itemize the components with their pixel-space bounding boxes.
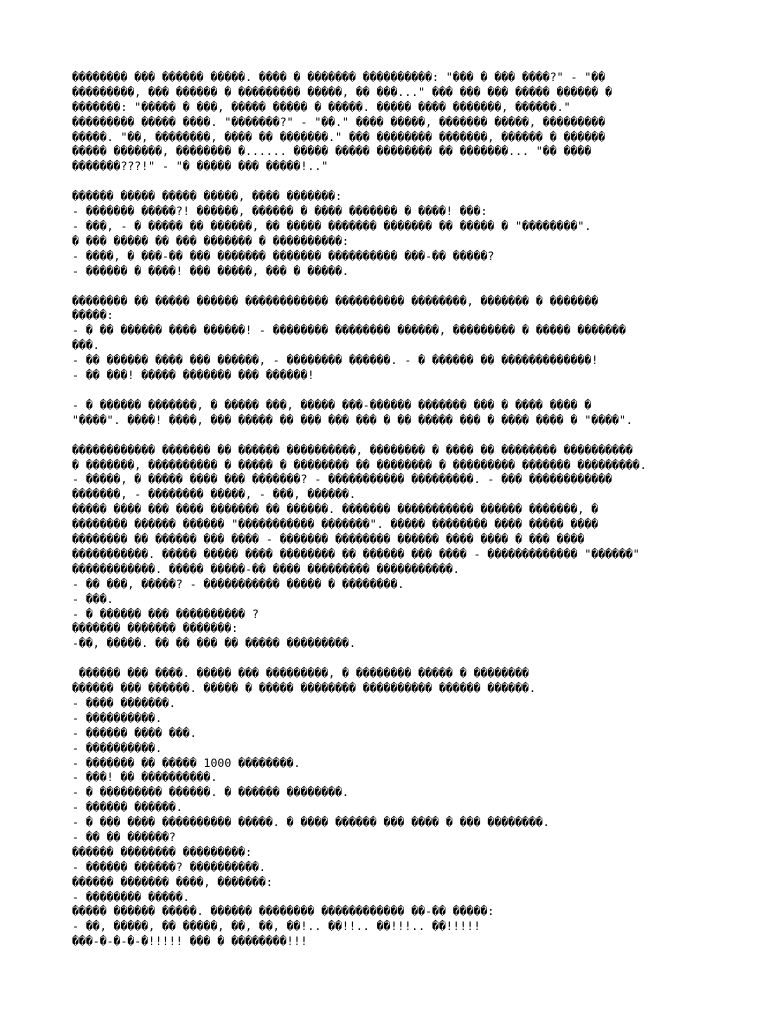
text-line: ������ ������� ����, �������:: [72, 874, 273, 889]
text-line: - ���� �������.: [72, 695, 176, 710]
text-line: - ����������.: [72, 710, 163, 725]
text-line: ������� ������� �������:: [72, 621, 239, 636]
text-line: ������������. ����� �����-�� ���� ��������� �����������.: [72, 561, 460, 576]
text-line: �������� �� ������ ��� ���� - ������� �������� ������ ���� ���� � ��� ����: [72, 532, 585, 547]
text-paragraph: [72, 443, 696, 651]
text-line: - ���.: [72, 591, 114, 606]
text-line: �����. "��, ��������, ���� �� �������." ��� �������� �������, ������ � ������: [72, 129, 606, 144]
text-line: - ������ ���� ���.: [72, 725, 197, 740]
text-line: ���-�-�-�-�!!!!! ��� � ��������!!!: [72, 934, 308, 949]
text-line: ������ ��� ������. ����� � ����� �������� ���������� ������ ������.: [72, 681, 536, 696]
text-paragraph: [72, 189, 696, 278]
text-line: - �� ���, �����? - ����������� ����� � ��������.: [72, 576, 405, 591]
text-line: - �� �� ������?: [72, 829, 176, 844]
text-line: - ������� �����?! ������, ������ � ���� ������� � ����! ���:: [72, 204, 488, 219]
text-line: - �� ������ ���� ��� ������, - �������� ������. - � ������ �� �������������!: [72, 353, 599, 368]
text-line: - ���! �� ����������.: [72, 770, 218, 785]
text-line: - �������� �����.: [72, 889, 190, 904]
text-line: ���������, ��� ������ � ��������� �����, �� ���..." ��� ��� ��� ����� ������ �: [72, 84, 613, 99]
text-line: - ������ ������.: [72, 800, 183, 815]
text-line: ����� ���� ��� ���� ������� �� ������. ������� ����������� ������ �������, �: [72, 502, 599, 517]
text-paragraph: [72, 666, 696, 949]
document-body: [72, 70, 696, 964]
text-line: �����������. ����� ����� ���� �������� �� ������ ��� ���� - ������������� "������": [72, 546, 640, 561]
text-paragraph: [72, 398, 696, 428]
text-line: � �������, ���������� � ����� � �������� �� �������� � ��������� ������� ���������.: [72, 457, 647, 472]
text-line: ���.: [72, 338, 100, 353]
text-line: � ��� ����� �� ��� ������� � ����������:: [72, 233, 349, 248]
text-line: �������� ��� ������ �����. ���� � ������� ����������: "��� � ��� ����?" - "��: [72, 70, 606, 84]
text-line: - ������� �� ����� 1000 ��������.: [72, 755, 301, 770]
text-line: �������� �� ����� ������ ������������ ���������� ��������, ������� � �������: [72, 293, 599, 308]
text-line: - �����, � ����� ���� ��� �������? - ����������� ���������. - ��� ������������: [72, 472, 613, 487]
text-line: �������, - �������� �����, - ���, ������.: [72, 487, 356, 502]
text-line: �������� ������ ������ "����������� �������". ����� �������� ���� ����� ����: [72, 517, 599, 532]
text-line: - ����, � ���-�� ��� ������� ������� ���������� ���-�� �����?: [72, 248, 495, 263]
text-line: - � �� ������ ���� ������! - �������� �������� ������, ��������� � ����� �������: [72, 323, 626, 338]
text-line: ������ �������� ���������:: [72, 844, 253, 859]
text-paragraph: [72, 294, 696, 383]
text-line: �������: "����� � ���, ����� ����� � �����. ����� ���� �������, ������.": [72, 99, 571, 114]
text-line: -��, �����. �� �� ��� �� ����� ���������.: [72, 636, 356, 651]
text-line: - � ��������� ������. � ������ ��������.: [72, 785, 349, 800]
text-line: �������???!" - "� ����� ��� �����!..": [72, 159, 329, 174]
text-line: - ������ � ����! ��� �����, ��� � �����.: [72, 263, 349, 278]
text-line: - ������ ������? ����������.: [72, 859, 266, 874]
text-line: ������ ��� ����. ����� ��� ���������, � �������� ����� � ��������: [72, 666, 529, 681]
text-line: - ��, �����, �� �����, ��, ��, ��!.. ��!!.. ��!!!.. ��!!!!!: [72, 919, 481, 934]
text-line: ������������ ������� �� ������ ����������, �������� � ���� �� �������� ����������: [72, 442, 633, 457]
text-line: ����� ������ �����. ������ �������� ������������ ��-�� �����:: [72, 904, 495, 919]
text-line: �����:: [72, 308, 114, 323]
text-line: ��������� ����� ����. "�������?" - "��." ���� �����, ������� �����, ���������: [72, 114, 606, 129]
text-line: - � ������ ��� ���������� ?: [72, 606, 259, 621]
text-line: - � ��� ���� ���������� �����. � ���� ������ ��� ���� � ��� ��������.: [72, 815, 550, 830]
text-line: - ���, - � ����� �� ������, �� ����� ������� ������� �� ����� � "��������".: [72, 219, 592, 234]
text-line: ������ ����� ����� �����, ���� �������:: [72, 189, 343, 204]
text-line: - ����������.: [72, 740, 163, 755]
text-line: - �� ���! ����� ������� ��� ������!: [72, 368, 315, 383]
text-line: "����". ����! ����, ��� ����� �� ��� ��� ��� � �� ����� ��� � ���� ���� � "����".: [72, 412, 633, 427]
text-line: ����� �������, �������� �...... ����� ����� �������� �� �������... "�� ����: [72, 144, 592, 159]
text-paragraph: [72, 70, 696, 174]
text-line: - � ������ �������, � ����� ���, ����� ���-������ ������� ��� � ���� ���� �: [72, 397, 592, 412]
